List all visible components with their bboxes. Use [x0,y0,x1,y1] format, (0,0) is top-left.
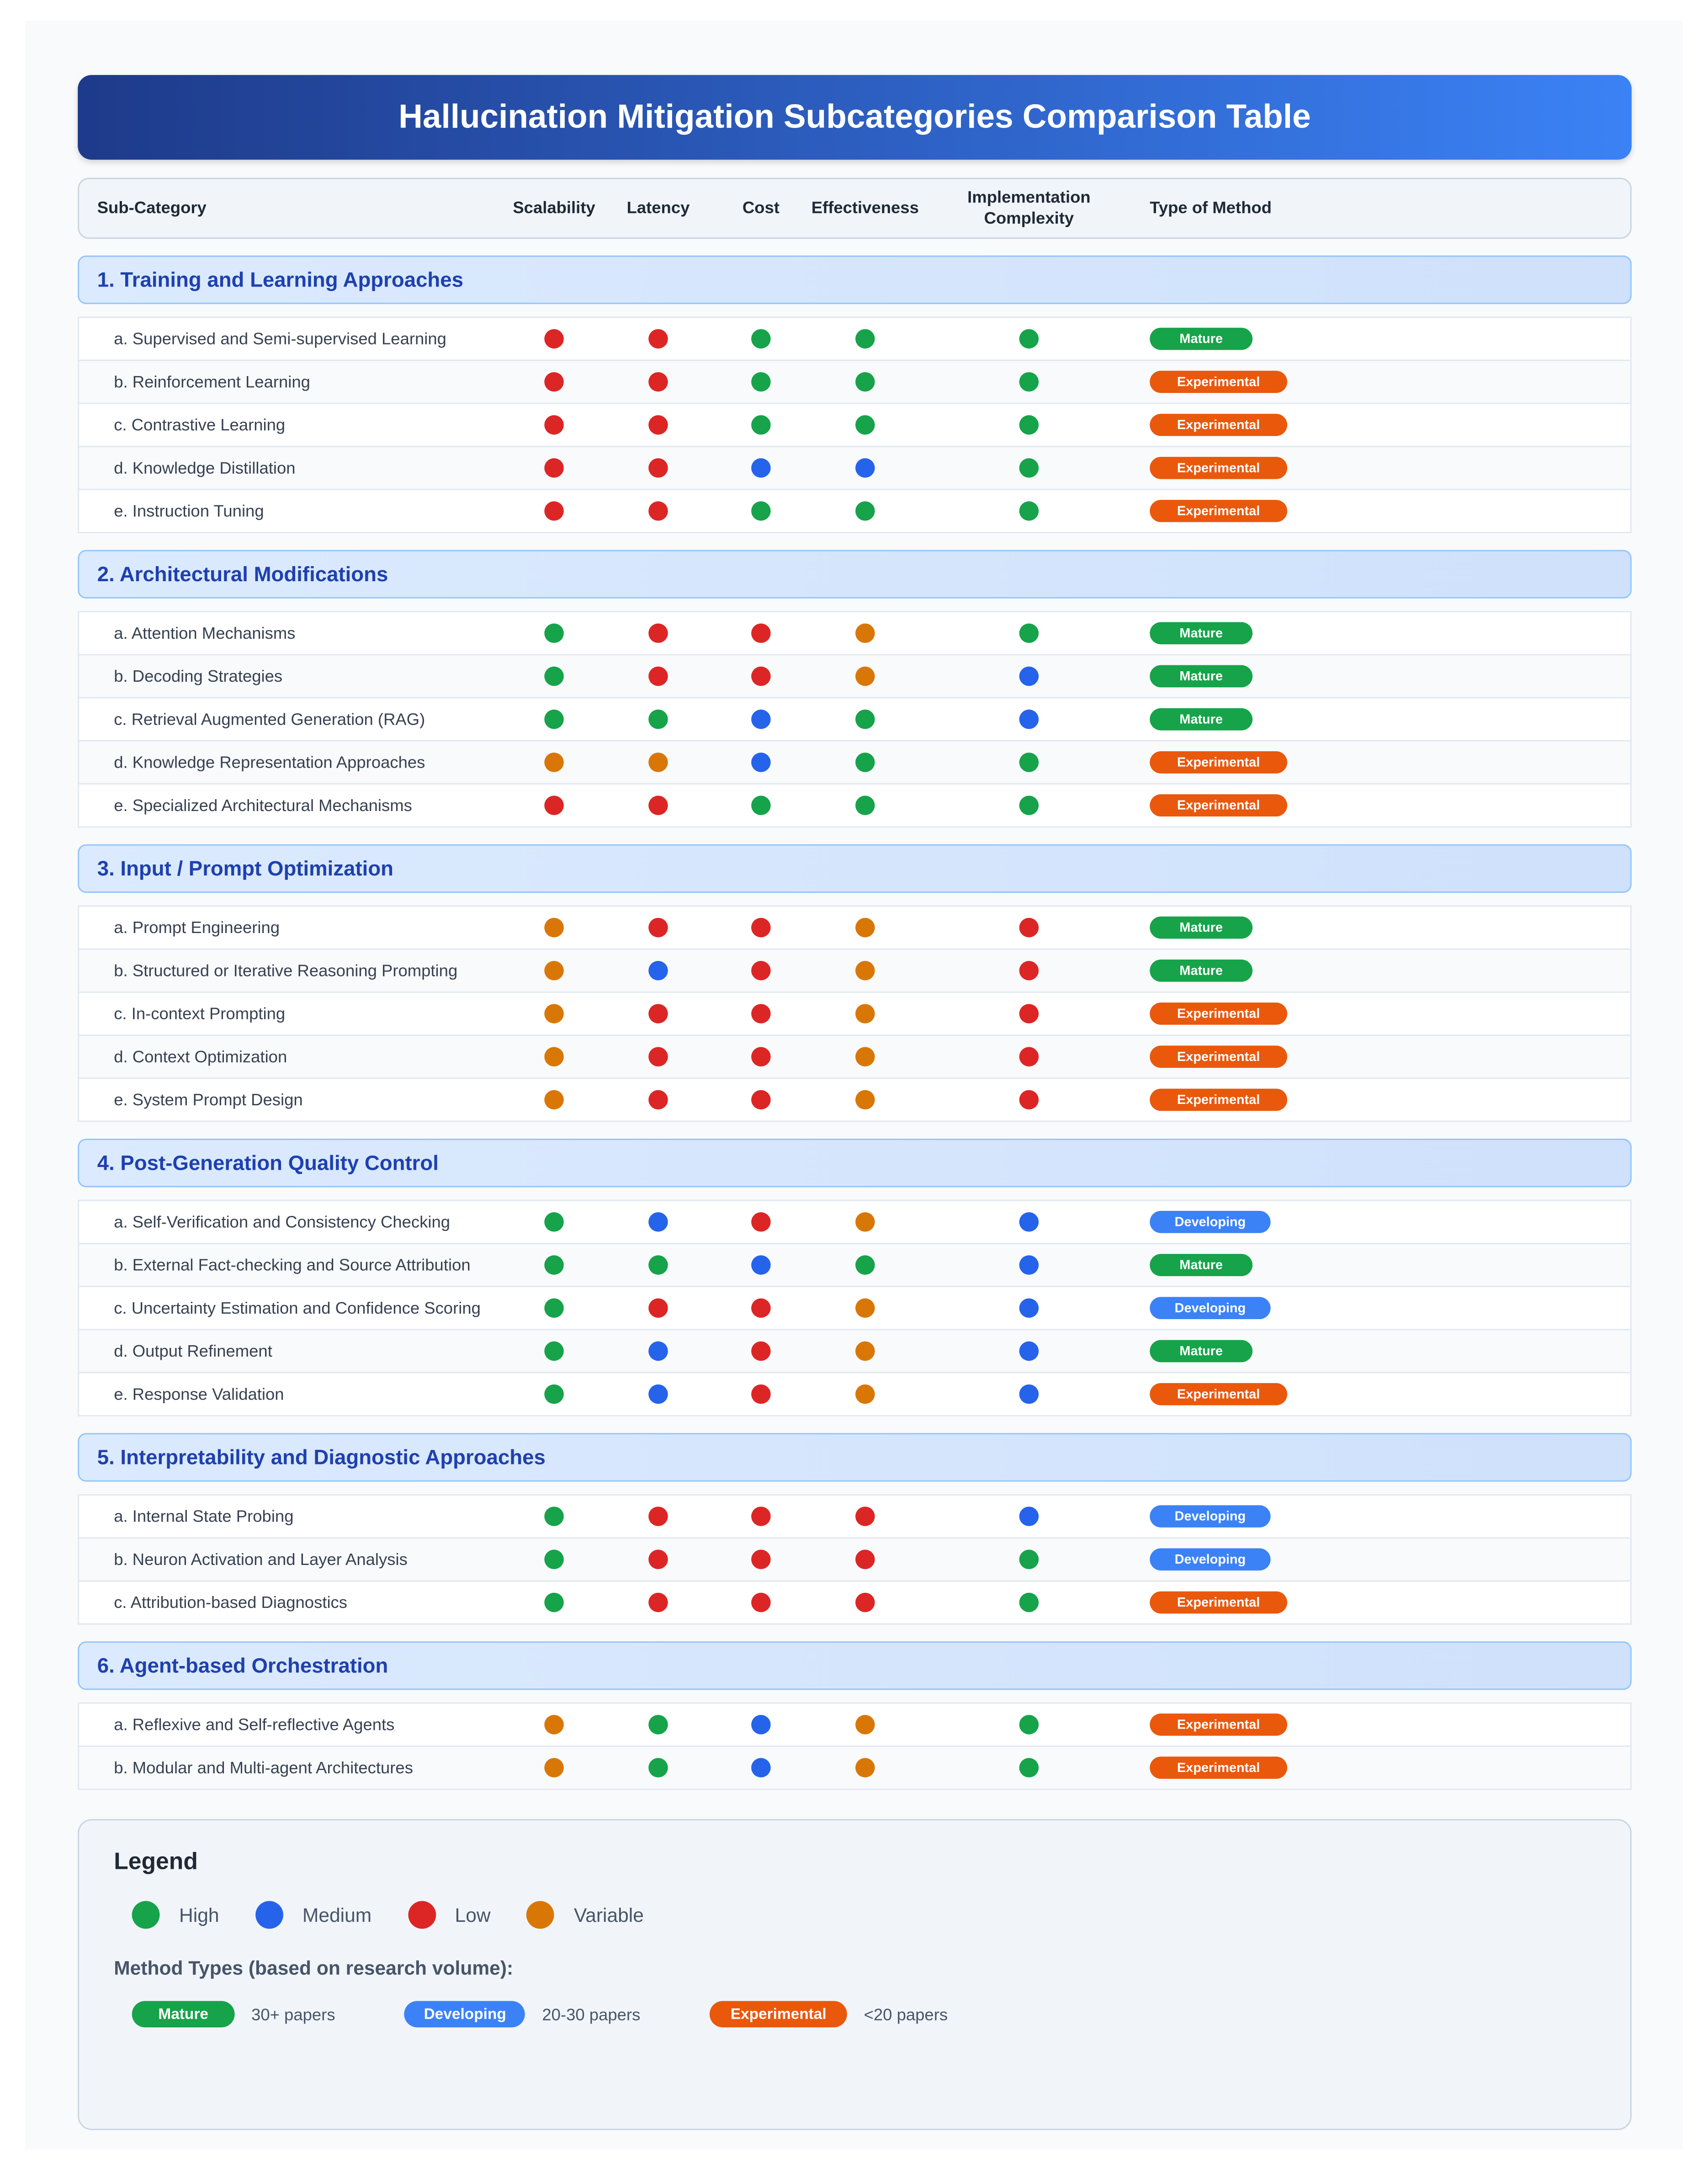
method-type-badge: Experimental [1150,794,1287,817]
method-type-badge: Mature [1150,1254,1252,1276]
complexity-low-dot-icon [1019,918,1039,938]
method-description: <20 papers [864,2004,948,2024]
complexity-medium-dot-icon [1019,710,1039,729]
complexity-high-dot-icon [1019,1758,1039,1777]
effectiveness-medium-dot-icon [855,458,875,478]
header-sub-category: Sub-Category [97,198,207,217]
scalability-low-dot-icon [544,501,564,521]
legend-label: Medium [302,1904,372,1926]
method-type-badge: Experimental [1150,751,1287,774]
table-row [79,1201,1630,1244]
effectiveness-high-dot-icon [855,415,875,435]
table-row [79,785,1630,826]
complexity-high-dot-icon [1019,415,1039,435]
complexity-high-dot-icon [1019,372,1039,392]
table-row [79,699,1630,742]
effectiveness-variable-dot-icon [855,1298,875,1318]
variable-dot-icon [527,1901,555,1929]
legend-item-medium [255,1901,372,1929]
effectiveness-low-dot-icon [855,1593,875,1612]
table-row [79,1747,1630,1788]
effectiveness-low-dot-icon [855,1506,875,1526]
table-row [79,361,1630,404]
cost-low-dot-icon [751,667,771,686]
scalability-variable-dot-icon [544,1004,564,1024]
complexity-medium-dot-icon [1019,1298,1039,1318]
table-row [79,1496,1630,1538]
scalability-variable-dot-icon [544,1758,564,1777]
row-label: a. Self-Verification and Consistency Checking [114,1212,451,1232]
legend-item-low [408,1901,490,1929]
complexity-low-dot-icon [1019,961,1039,981]
scalability-low-dot-icon [544,458,564,478]
section-title: 2. Architectural Modifications [97,562,388,586]
method-type-badge: Experimental [1150,500,1287,522]
row-label: b. Structured or Iterative Reasoning Prompting [114,960,458,981]
cost-medium-dot-icon [751,1255,771,1275]
method-type-badge: Developing [1150,1211,1270,1233]
effectiveness-variable-dot-icon [855,1758,875,1777]
complexity-high-dot-icon [1019,796,1039,815]
cost-medium-dot-icon [751,458,771,478]
table-row [79,1244,1630,1287]
effectiveness-high-dot-icon [855,1255,875,1275]
section-title: 5. Interpretability and Diagnostic Approaches [97,1445,546,1469]
row-label: a. Supervised and Semi-supervised Learning [114,329,446,349]
cost-medium-dot-icon [751,1715,771,1734]
row-label: a. Reflexive and Self-reflective Agents [114,1715,395,1734]
latency-variable-dot-icon [648,753,668,772]
latency-low-dot-icon [648,329,668,349]
row-label: b. Modular and Multi-agent Architectures [114,1758,413,1777]
scalability-high-dot-icon [544,1384,564,1404]
cost-medium-dot-icon [751,753,771,772]
method-type-badge: Mature [1150,1340,1252,1363]
legend-item-high [132,1901,219,1929]
scalability-variable-dot-icon [544,961,564,981]
header-type-of-method: Type of Method [1150,198,1272,217]
scalability-high-dot-icon [544,1342,564,1361]
cost-low-dot-icon [751,1506,771,1526]
table-row [79,1581,1630,1623]
cost-low-dot-icon [751,1593,771,1612]
method-type-badge: Experimental [710,2001,847,2027]
complexity-high-dot-icon [1019,1715,1039,1734]
method-type-badge: Experimental [1150,457,1287,479]
method-type-badge: Experimental [1150,1002,1287,1025]
section-title: 3. Input / Prompt Optimization [97,857,394,880]
method-type-badge: Experimental [1150,1045,1287,1068]
table-row [79,993,1630,1036]
cost-high-dot-icon [751,329,771,349]
latency-low-dot-icon [648,458,668,478]
method-legend-experimental [710,2001,948,2027]
effectiveness-variable-dot-icon [855,1715,875,1734]
cost-high-dot-icon [751,796,771,815]
legend-item-variable [527,1901,644,1929]
method-type-badge: Experimental [1150,1756,1287,1779]
legend-label: Low [455,1904,491,1926]
complexity-high-dot-icon [1019,501,1039,521]
low-dot-icon [408,1901,435,1929]
section-rows [78,1200,1632,1416]
section-rows [78,611,1632,827]
section-header [78,550,1632,598]
method-types-title: Method Types (based on research volume): [114,1956,514,1979]
latency-medium-dot-icon [648,1342,668,1361]
row-label: c. Retrieval Augmented Generation (RAG) [114,709,425,729]
effectiveness-high-dot-icon [855,372,875,392]
complexity-high-dot-icon [1019,624,1039,643]
latency-high-dot-icon [648,1758,668,1777]
latency-low-dot-icon [648,501,668,521]
method-type-badge: Experimental [1150,414,1287,436]
scalability-high-dot-icon [544,667,564,686]
effectiveness-high-dot-icon [855,710,875,729]
table-row [79,612,1630,655]
scalability-variable-dot-icon [544,753,564,772]
table-row [79,1287,1630,1330]
table-row [79,490,1630,532]
effectiveness-variable-dot-icon [855,1004,875,1024]
method-type-badge: Developing [405,2001,525,2027]
rating-legend [132,1901,680,1929]
scalability-high-dot-icon [544,710,564,729]
header-cost: Cost [742,198,780,217]
scalability-high-dot-icon [544,1298,564,1318]
latency-medium-dot-icon [648,1212,668,1232]
row-label: a. Internal State Probing [114,1506,294,1526]
complexity-medium-dot-icon [1019,667,1039,686]
complexity-medium-dot-icon [1019,1255,1039,1275]
latency-medium-dot-icon [648,961,668,981]
cost-low-dot-icon [751,918,771,938]
effectiveness-high-dot-icon [855,753,875,772]
latency-high-dot-icon [648,1255,668,1275]
latency-low-dot-icon [648,1550,668,1570]
effectiveness-variable-dot-icon [855,1090,875,1110]
section-title: 4. Post-Generation Quality Control [97,1151,439,1175]
scalability-variable-dot-icon [544,1715,564,1734]
row-label: b. Neuron Activation and Layer Analysis [114,1549,408,1570]
scalability-high-dot-icon [544,624,564,643]
cost-medium-dot-icon [751,1758,771,1777]
scalability-low-dot-icon [544,796,564,815]
row-label: a. Prompt Engineering [114,918,280,938]
table-row [79,1704,1630,1747]
row-label: d. Knowledge Distillation [114,458,296,478]
table-row [79,742,1630,785]
latency-low-dot-icon [648,667,668,686]
complexity-medium-dot-icon [1019,1212,1039,1232]
complexity-high-dot-icon [1019,753,1039,772]
table-header [78,178,1632,239]
method-type-badge: Mature [132,2001,235,2027]
complexity-medium-dot-icon [1019,1384,1039,1404]
page-title: Hallucination Mitigation Subcategories Comparison Table [78,75,1632,159]
method-type-badge: Experimental [1150,371,1287,393]
effectiveness-variable-dot-icon [855,1047,875,1066]
complexity-high-dot-icon [1019,1550,1039,1570]
row-label: c. Uncertainty Estimation and Confidence Scoring [114,1298,481,1318]
method-description: 20-30 papers [542,2004,641,2024]
table-row [79,1374,1630,1415]
method-type-badge: Mature [1150,665,1252,688]
section-rows [78,1703,1632,1790]
cost-low-dot-icon [751,1090,771,1110]
latency-low-dot-icon [648,1090,668,1110]
method-type-badge: Experimental [1150,1591,1287,1614]
method-type-badge: Experimental [1150,1383,1287,1406]
section-header [78,1433,1632,1481]
method-type-badge: Developing [1150,1548,1270,1570]
effectiveness-variable-dot-icon [855,1342,875,1361]
row-label: b. External Fact-checking and Source Attribution [114,1255,471,1275]
effectiveness-variable-dot-icon [855,667,875,686]
scalability-low-dot-icon [544,329,564,349]
row-label: d. Knowledge Representation Approaches [114,753,425,772]
method-description: 30+ papers [251,2004,335,2024]
medium-dot-icon [255,1901,283,1929]
comparison-table [78,255,1632,1807]
cost-low-dot-icon [751,1384,771,1404]
section-header [78,1139,1632,1187]
scalability-variable-dot-icon [544,918,564,938]
scalability-low-dot-icon [544,372,564,392]
legend [78,1819,1632,2130]
method-type-badge: Mature [1150,960,1252,982]
cost-low-dot-icon [751,961,771,981]
latency-low-dot-icon [648,624,668,643]
cost-high-dot-icon [751,372,771,392]
cost-low-dot-icon [751,624,771,643]
section-rows [78,905,1632,1122]
complexity-low-dot-icon [1019,1090,1039,1110]
row-label: e. System Prompt Design [114,1090,303,1110]
latency-low-dot-icon [648,918,668,938]
legend-title: Legend [114,1848,198,1875]
complexity-low-dot-icon [1019,1047,1039,1066]
effectiveness-variable-dot-icon [855,1384,875,1404]
row-label: c. Contrastive Learning [114,415,286,435]
latency-high-dot-icon [648,710,668,729]
method-legend-mature [132,2001,335,2027]
row-label: b. Reinforcement Learning [114,372,310,392]
method-legend [132,2001,1017,2027]
complexity-high-dot-icon [1019,329,1039,349]
latency-low-dot-icon [648,1004,668,1024]
scalability-variable-dot-icon [544,1047,564,1066]
effectiveness-high-dot-icon [855,796,875,815]
row-label: d. Output Refinement [114,1341,272,1361]
effectiveness-variable-dot-icon [855,918,875,938]
method-type-badge: Mature [1150,622,1252,644]
section-rows [78,1494,1632,1625]
effectiveness-variable-dot-icon [855,1212,875,1232]
cost-low-dot-icon [751,1212,771,1232]
latency-low-dot-icon [648,1298,668,1318]
complexity-high-dot-icon [1019,458,1039,478]
scalability-high-dot-icon [544,1255,564,1275]
effectiveness-high-dot-icon [855,501,875,521]
table-row [79,1538,1630,1581]
row-label: c. In-context Prompting [114,1004,286,1024]
complexity-medium-dot-icon [1019,1506,1039,1526]
method-type-badge: Experimental [1150,1089,1287,1111]
latency-medium-dot-icon [648,1384,668,1404]
latency-low-dot-icon [648,1506,668,1526]
section-header [78,1641,1632,1690]
table-row [79,655,1630,698]
method-type-badge: Developing [1150,1297,1270,1319]
table-row [79,1079,1630,1120]
effectiveness-variable-dot-icon [855,624,875,643]
table-row [79,950,1630,993]
table-row [79,404,1630,447]
scalability-low-dot-icon [544,415,564,435]
latency-low-dot-icon [648,1593,668,1612]
cost-medium-dot-icon [751,710,771,729]
row-label: e. Response Validation [114,1384,284,1404]
row-label: c. Attribution-based Diagnostics [114,1592,348,1612]
table-row [79,1330,1630,1373]
row-label: e. Instruction Tuning [114,501,264,521]
scalability-high-dot-icon [544,1550,564,1570]
section-rows [78,317,1632,533]
table-row [79,318,1630,361]
complexity-high-dot-icon [1019,1593,1039,1612]
cost-high-dot-icon [751,501,771,521]
header-effectiveness: Effectiveness [811,198,919,217]
section-header [78,844,1632,893]
scalability-high-dot-icon [544,1593,564,1612]
header-latency: Latency [626,198,690,217]
row-label: d. Context Optimization [114,1047,287,1066]
header-implementation-complexity: Implementation Complexity [967,187,1091,228]
method-type-badge: Mature [1150,917,1252,939]
scalability-high-dot-icon [544,1212,564,1232]
cost-low-dot-icon [751,1342,771,1361]
section-title: 1. Training and Learning Approaches [97,268,464,292]
method-type-badge: Mature [1150,328,1252,350]
table-row [79,1036,1630,1079]
latency-high-dot-icon [648,1715,668,1734]
effectiveness-low-dot-icon [855,1550,875,1570]
latency-low-dot-icon [648,415,668,435]
latency-low-dot-icon [648,796,668,815]
latency-low-dot-icon [648,372,668,392]
row-label: b. Decoding Strategies [114,666,283,686]
high-dot-icon [132,1901,160,1929]
effectiveness-high-dot-icon [855,329,875,349]
section-title: 6. Agent-based Orchestration [97,1654,388,1678]
scalability-variable-dot-icon [544,1090,564,1110]
effectiveness-variable-dot-icon [855,961,875,981]
section-header [78,255,1632,304]
legend-label: High [179,1904,219,1926]
table-row [79,907,1630,949]
method-type-badge: Mature [1150,708,1252,731]
cost-low-dot-icon [751,1047,771,1066]
method-legend-developing [405,2001,641,2027]
row-label: a. Attention Mechanisms [114,623,296,643]
latency-low-dot-icon [648,1047,668,1066]
scalability-high-dot-icon [544,1506,564,1526]
header-scalability: Scalability [513,198,595,217]
row-label: e. Specialized Architectural Mechanisms [114,796,412,815]
complexity-low-dot-icon [1019,1004,1039,1024]
legend-label: Variable [573,1904,644,1926]
method-type-badge: Developing [1150,1505,1270,1528]
cost-low-dot-icon [751,1550,771,1570]
complexity-medium-dot-icon [1019,1342,1039,1361]
table-row [79,447,1630,490]
cost-low-dot-icon [751,1298,771,1318]
cost-low-dot-icon [751,1004,771,1024]
method-type-badge: Experimental [1150,1713,1287,1736]
cost-high-dot-icon [751,415,771,435]
